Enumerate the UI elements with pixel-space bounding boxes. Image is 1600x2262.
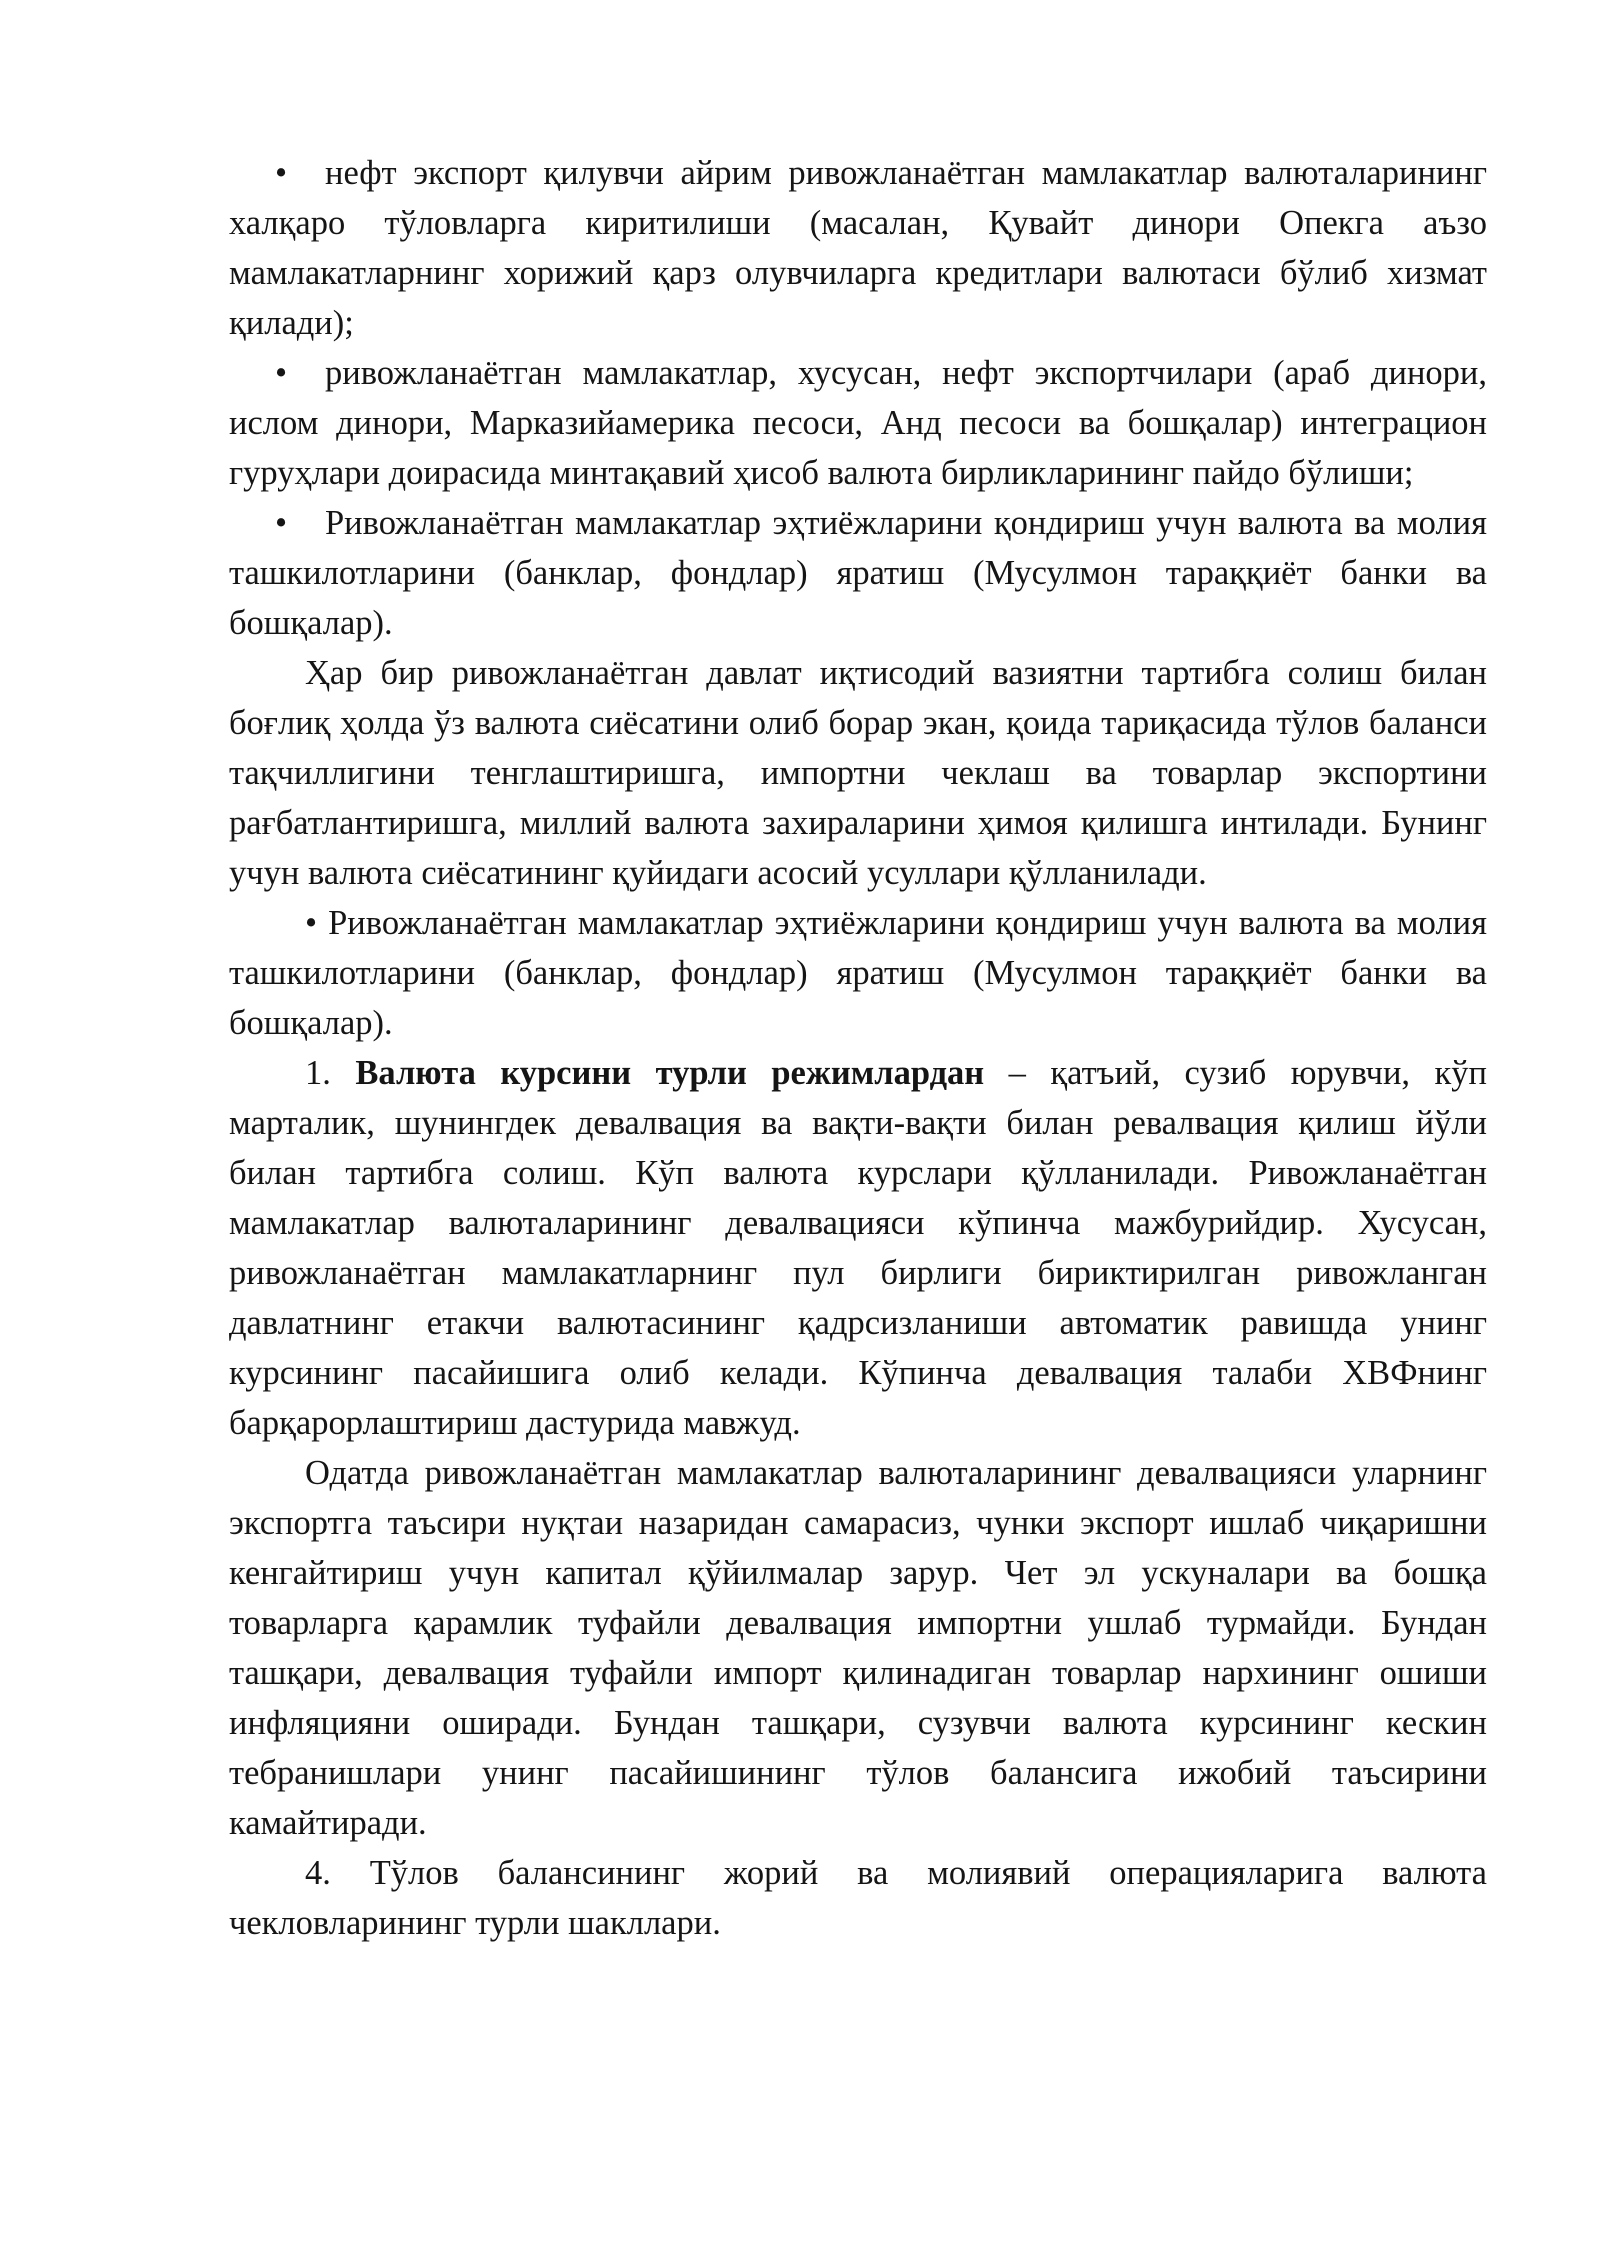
item-heading: Валюта курсини турли режимлардан xyxy=(355,1054,985,1092)
paragraph-policy: Ҳар бир ривожланаётган давлат иқтисодий вазиятни тартибга солиш билан боғлиқ ҳолда ўз валюта сиёсатини олиб борар экан, қоида тариқасида тўлов баланси тақчиллигини тенглаштиришга, импортни чеклаш ва товарлар экспортини рағбатлантиришга, миллий валюта захираларини ҳимоя қилишга интилади. Бунинг учун валюта сиёсатининг қуйидаги асосий усуллари қўлланилади. xyxy=(229,654,1487,892)
bullet-item xyxy=(229,498,1487,648)
numbered-item-4: 4. Тўлов балансининг жорий ва молиявий операцияларига валюта чекловларининг турли шакллари. xyxy=(229,1854,1487,1942)
paragraph-repeat-bullet: • Ривожланаётган мамлакатлар эҳтиёжларини қондириш учун валюта ва молия ташкилотларини (банклар, фондлар) яратиш (Мусулмон тараққиёт банки ва бошқалар). xyxy=(229,904,1487,1042)
bullet-symbol: • xyxy=(275,354,288,392)
bullet-item xyxy=(229,348,1487,498)
bullet-symbol: • xyxy=(275,154,288,192)
numbered-item-1 xyxy=(229,1048,1487,1448)
bullet-item xyxy=(229,148,1487,348)
bullet-text: ривожланаётган мамлакатлар, хусусан, нефт экспортчилари (араб динори, ислом динори, Марказийамерика песоси, Анд песоси ва бошқалар) интеграцион гуруҳлари доирасида минтақавий ҳисоб валюта бирликларининг пайдо бўлиши; xyxy=(229,354,1487,492)
item-text: – қатъий, сузиб юрувчи, кўп марталик, шунингдек девалвация ва вақти-вақти билан ревалвация қилиш йўли билан тартибга солиш. Кўп валюта курслари қўлланилади. Ривожланаётган мамлакатлар валюталарининг девалвацияси кўпинча мажбурийдир. Хусусан, ривожланаётган мамлакатларнинг пул бирлиги бириктирилган ривожланган давлатнинг етакчи валютасининг қадрсизланиши автоматик равишда унинг курсининг пасайишига олиб келади. Кўпинча девалвация талаби ХВФнинг барқарорлаштириш дастурида мавжуд. xyxy=(229,1054,1488,1442)
paragraph-devaluation: Одатда ривожланаётган мамлакатлар валюталарининг девалвацияси уларнинг экспортга таъсири нуқтаи назаридан самарасиз, чунки экспорт ишлаб чиқаришни кенгайтириш учун капитал қўйилмалар зарур. Чет эл ускуналари ва бошқа товарларга қарамлик туфайли девалвация импортни ушлаб турмайди. Бундан ташқари, девалвация туфайли импорт қилинадиган товарлар нархининг ошиши инфляцияни оширади. Бундан ташқари, сузувчи валюта курсининг кескин тебранишлари унинг пасайишининг тўлов балансига ижобий таъсирини камайтиради. xyxy=(229,1454,1487,1842)
bullet-text: Ривожланаётган мамлакатлар эҳтиёжларини қондириш учун валюта ва молия ташкилотларини (банклар, фондлар) яратиш (Мусулмон тараққиёт банки ва бошқалар). xyxy=(229,504,1487,642)
document-page xyxy=(229,148,1487,1948)
bullet-text: нефт экспорт қилувчи айрим ривожланаётган мамлакатлар валюталарининг халқаро тўловларга киритилиши (масалан, Қувайт динори Опекга аъзо мамлакатларнинг хорижий қарз олувчиларга кредитлари валютаси бўлиб хизмат қилади); xyxy=(229,154,1487,342)
item-number: 1. xyxy=(305,1054,331,1092)
bullet-symbol: • xyxy=(275,504,288,542)
